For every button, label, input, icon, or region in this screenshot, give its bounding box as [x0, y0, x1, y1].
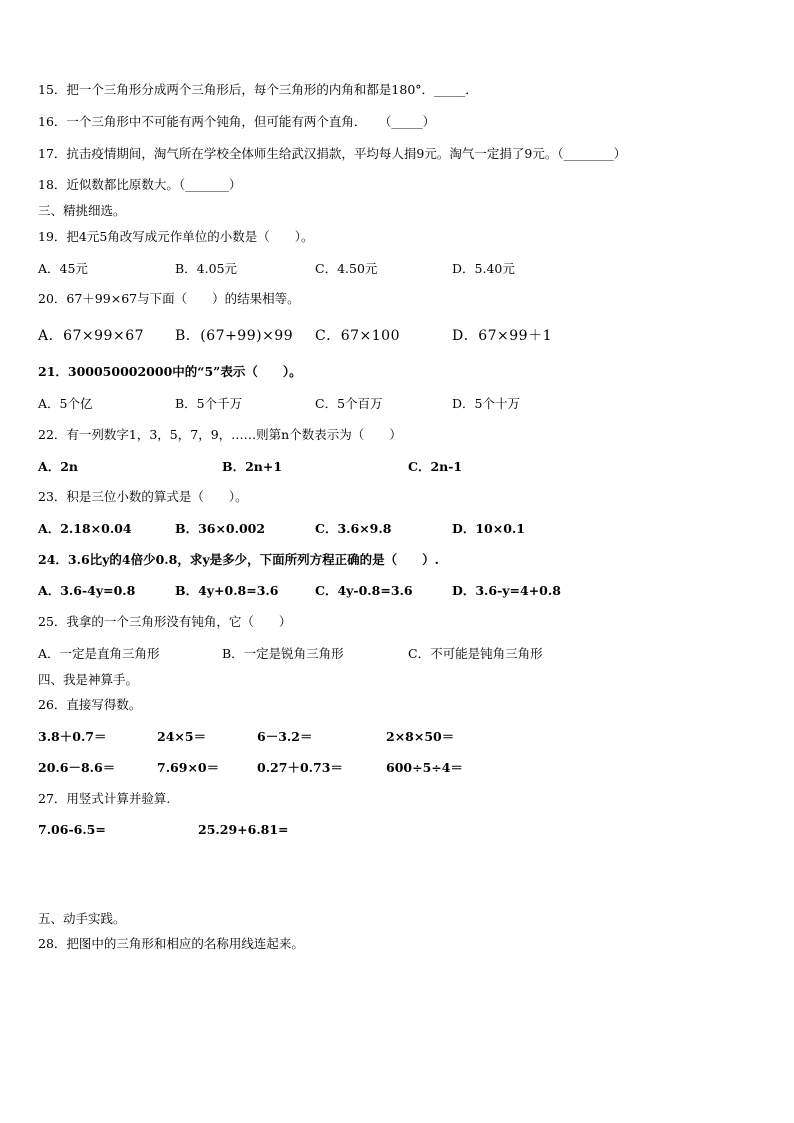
question-17: 17．抗击疫情期间，淘气所在学校全体师生给武汉捐款，平均每人捐9元。淘气一定捐了9元。（________）: [38, 146, 627, 161]
question-25-option-a: A．一定是直角三角形: [38, 646, 160, 661]
question-26-item: 3.8＋0.7＝: [38, 729, 107, 744]
question-24-option-a: A．3.6-4y=0.8: [38, 583, 136, 598]
question-26-item: 2×8×50＝: [386, 729, 455, 744]
question-20-option-b: B．(67+99)×99: [175, 328, 294, 344]
question-23-option-b: B．36×0.002: [175, 521, 266, 536]
question-19-option-b: B．4.05元: [175, 261, 238, 276]
question-26-item: 7.69×0＝: [157, 760, 220, 775]
question-19-option-c: C．4.50元: [315, 261, 378, 276]
question-26-item: 6－3.2＝: [257, 729, 313, 744]
question-27-stem: 27．用竖式计算并验算.: [38, 791, 171, 806]
question-24-option-b: B．4y+0.8=3.6: [175, 583, 279, 598]
question-23-option-c: C．3.6×9.8: [315, 521, 392, 536]
question-26-stem: 26．直接写得数。: [38, 697, 142, 712]
question-16: 16．一个三角形中不可能有两个钝角，但可能有两个直角． （_____）: [38, 114, 436, 129]
question-25-option-c: C．不可能是钝角三角形: [408, 646, 543, 661]
question-22-option-c: C．2n-1: [408, 459, 463, 474]
question-27-expression: 25.29+6.81=: [198, 822, 289, 837]
question-19-option-d: D．5.40元: [452, 261, 515, 276]
section-5-heading: 五、动手实践。: [38, 911, 126, 926]
question-20-option-a: A．67×99×67: [38, 328, 145, 344]
question-25-option-b: B．一定是锐角三角形: [222, 646, 344, 661]
question-26-item: 0.27＋0.73＝: [257, 760, 343, 775]
question-22-stem: 22．有一列数字1，3，5，7，9，……则第n个数表示为（ ）: [38, 427, 402, 442]
question-21-option-b: B．5个千万: [175, 396, 243, 411]
question-22-option-b: B．2n+1: [222, 459, 283, 474]
question-24-option-c: C．4y-0.8=3.6: [315, 583, 413, 598]
question-19-option-a: A．45元: [38, 261, 88, 276]
question-26-item: 20.6－8.6＝: [38, 760, 116, 775]
question-28: 28．把图中的三角形和相应的名称用线连起来。: [38, 936, 304, 951]
question-15: 15．把一个三角形分成两个三角形后，每个三角形的内角和都是180°．_____．: [38, 82, 478, 97]
question-25-stem: 25．我拿的一个三角形没有钝角，它（ ）: [38, 614, 292, 629]
question-23-option-a: A．2.18×0.04: [38, 521, 132, 536]
question-20-option-d: D．67×99＋1: [452, 328, 552, 344]
section-4-heading: 四、我是神算手。: [38, 672, 139, 687]
question-19-stem: 19．把4元5角改写成元作单位的小数是（ ）。: [38, 229, 314, 244]
question-21-stem: 21．300050002000中的“5”表示（ ）。: [38, 364, 302, 379]
question-24-stem: 24．3.6比y的4倍少0.8，求y是多少，下面所列方程正确的是（ ）.: [38, 552, 439, 567]
question-20-stem: 20．67＋99×67与下面（ ）的结果相等。: [38, 291, 300, 306]
question-23-option-d: D．10×0.1: [452, 521, 525, 536]
question-21-option-d: D．5个十万: [452, 396, 520, 411]
question-24-option-d: D．3.6-y=4+0.8: [452, 583, 561, 598]
question-26-item: 24×5＝: [157, 729, 207, 744]
question-21-option-a: A．5个亿: [38, 396, 93, 411]
question-20-option-c: C．67×100: [315, 328, 400, 344]
question-23-stem: 23．积是三位小数的算式是（ ）。: [38, 489, 248, 504]
question-27-expression: 7.06-6.5=: [38, 822, 106, 837]
question-22-option-a: A．2n: [38, 459, 78, 474]
question-26-item: 600÷5÷4＝: [386, 760, 463, 775]
section-3-heading: 三、精挑细选。: [38, 203, 126, 218]
question-21-option-c: C．5个百万: [315, 396, 383, 411]
question-18: 18．近似数都比原数大。（_______）: [38, 177, 242, 192]
